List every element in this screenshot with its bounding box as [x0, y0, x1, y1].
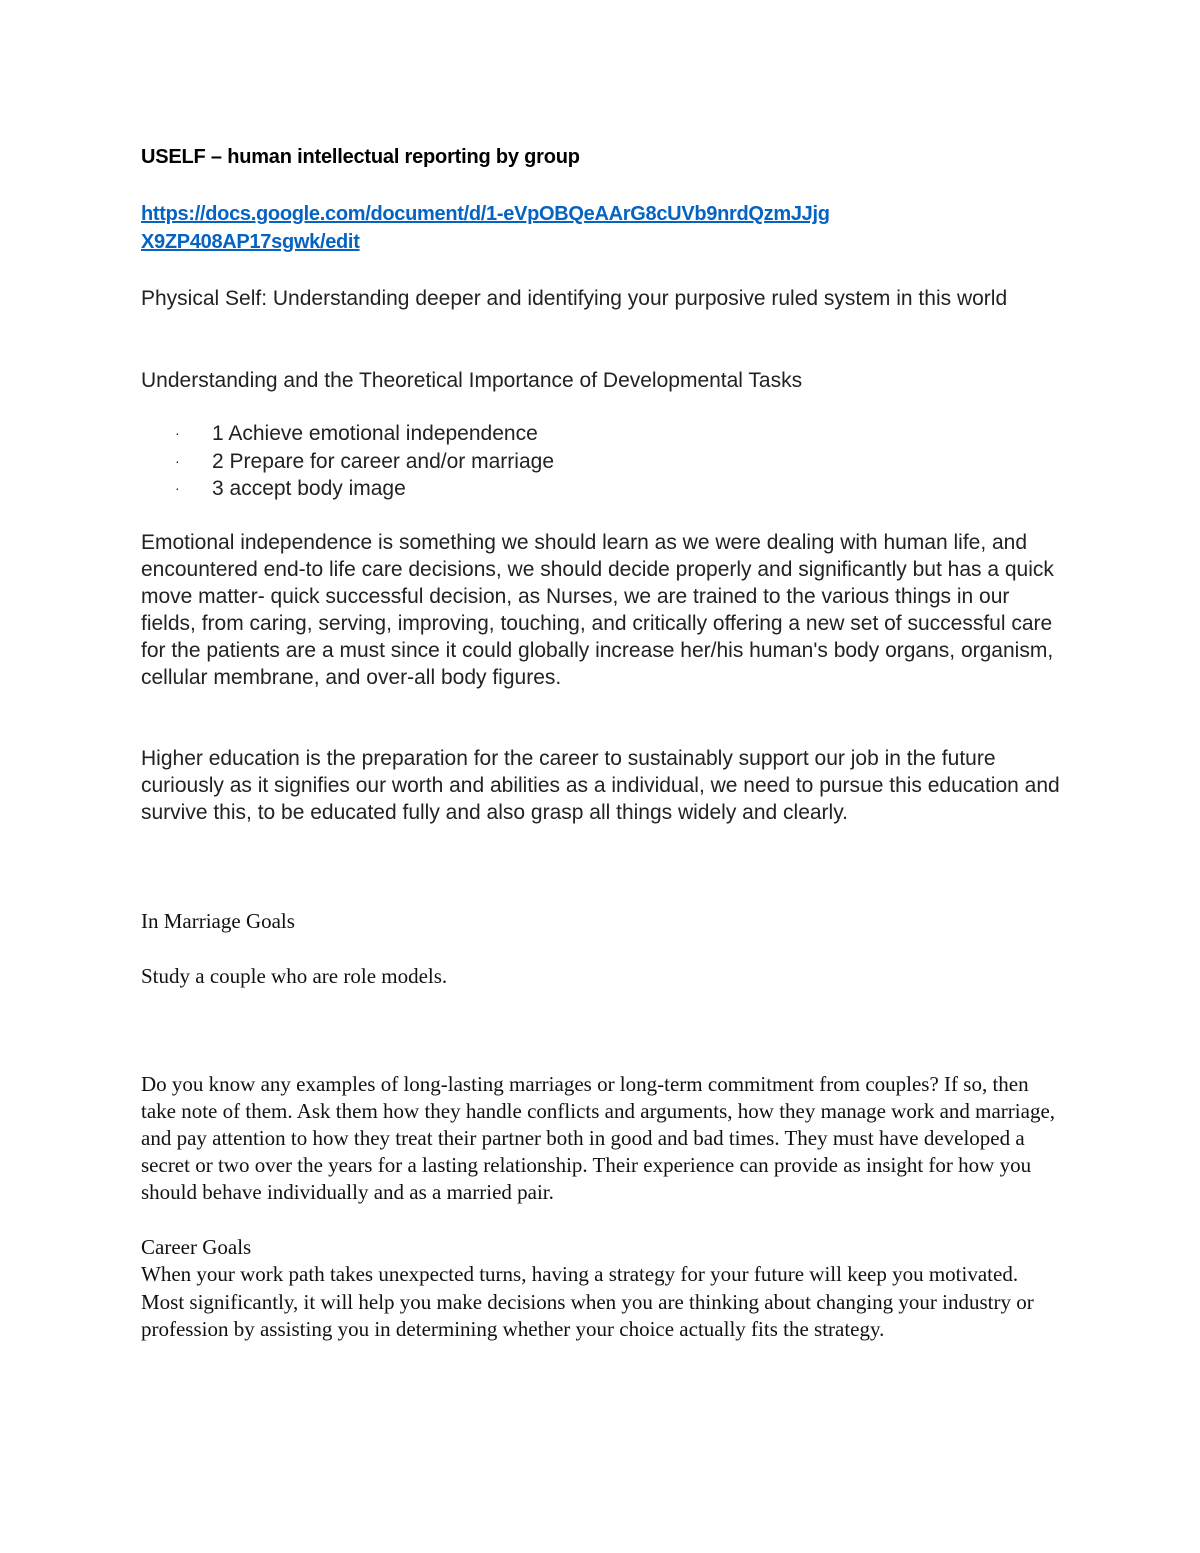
- bullet-icon: ·: [175, 452, 180, 469]
- career-paragraph: When your work path takes unexpected turns, having a strategy for your future will keep you motivated. Most significantly, it will help you make decisions when you are thinking about changing your industry or profession by assisting you in determining whether your choice actually fits the strategy.: [141, 1262, 1034, 1341]
- higher-education-paragraph: Higher education is the preparation for the career to sustainably support our job in the future curiously as it signifies our worth and abilities as a individual, we need to pursue this education and survive this, to be educated fully and also grasp all things widely and clearly.: [141, 747, 1060, 824]
- list-item: [141, 475, 941, 503]
- study-couple-text: Study a couple who are role models.: [141, 964, 448, 988]
- career-goals-heading: Career Goals: [141, 1235, 252, 1259]
- list-item-text: 2 Prepare for career and/or marriage: [212, 449, 554, 473]
- document-title: USELF – human intellectual reporting by group: [141, 146, 580, 168]
- list-item: [141, 448, 941, 476]
- marriage-paragraph: Do you know any examples of long-lasting marriages or long-term commitment from couples? If so, then take note of them. Ask them how they handle conflicts and arguments, how they manage work and marriage, and pay attention to how they treat their partner both in good and bad times. They must have developed a secret or two over the years for a lasting relationship. Their experience can provide as insight for how you should behave individually and as a married pair.: [141, 1072, 1056, 1204]
- list-item: [141, 420, 941, 448]
- google-docs-link[interactable]: https://docs.google.com/document/d/1-eVpOBQeAArG8cUVb9nrdQzmJJjgX9ZP408AP17sgwk/edit: [141, 203, 830, 253]
- developmental-tasks-heading: Understanding and the Theoretical Importance of Developmental Tasks: [141, 369, 803, 392]
- bullet-icon: ·: [175, 480, 180, 496]
- developmental-tasks-list: [141, 420, 941, 503]
- bullet-icon: ·: [175, 425, 180, 441]
- physical-self-paragraph: Physical Self: Understanding deeper and identifying your purposive ruled system in this world: [141, 287, 1008, 310]
- emotional-independence-paragraph: Emotional independence is something we should learn as we were dealing with human life, and encountered end-to life care decisions, we should decide properly and significantly but has a quick move matter- quick successful decision, as Nurses, we are trained to the various things in our fields, from caring, serving, improving, touching, and critically offering a new set of successful care for the patients are a must since it could globally increase her/his human's body organs, organism, cellular membrane, and over-all body figures.: [141, 531, 1054, 689]
- marriage-goals-heading: In Marriage Goals: [141, 909, 295, 933]
- list-item-text: 3 accept body image: [212, 477, 406, 500]
- list-item-text: 1 Achieve emotional independence: [212, 422, 538, 445]
